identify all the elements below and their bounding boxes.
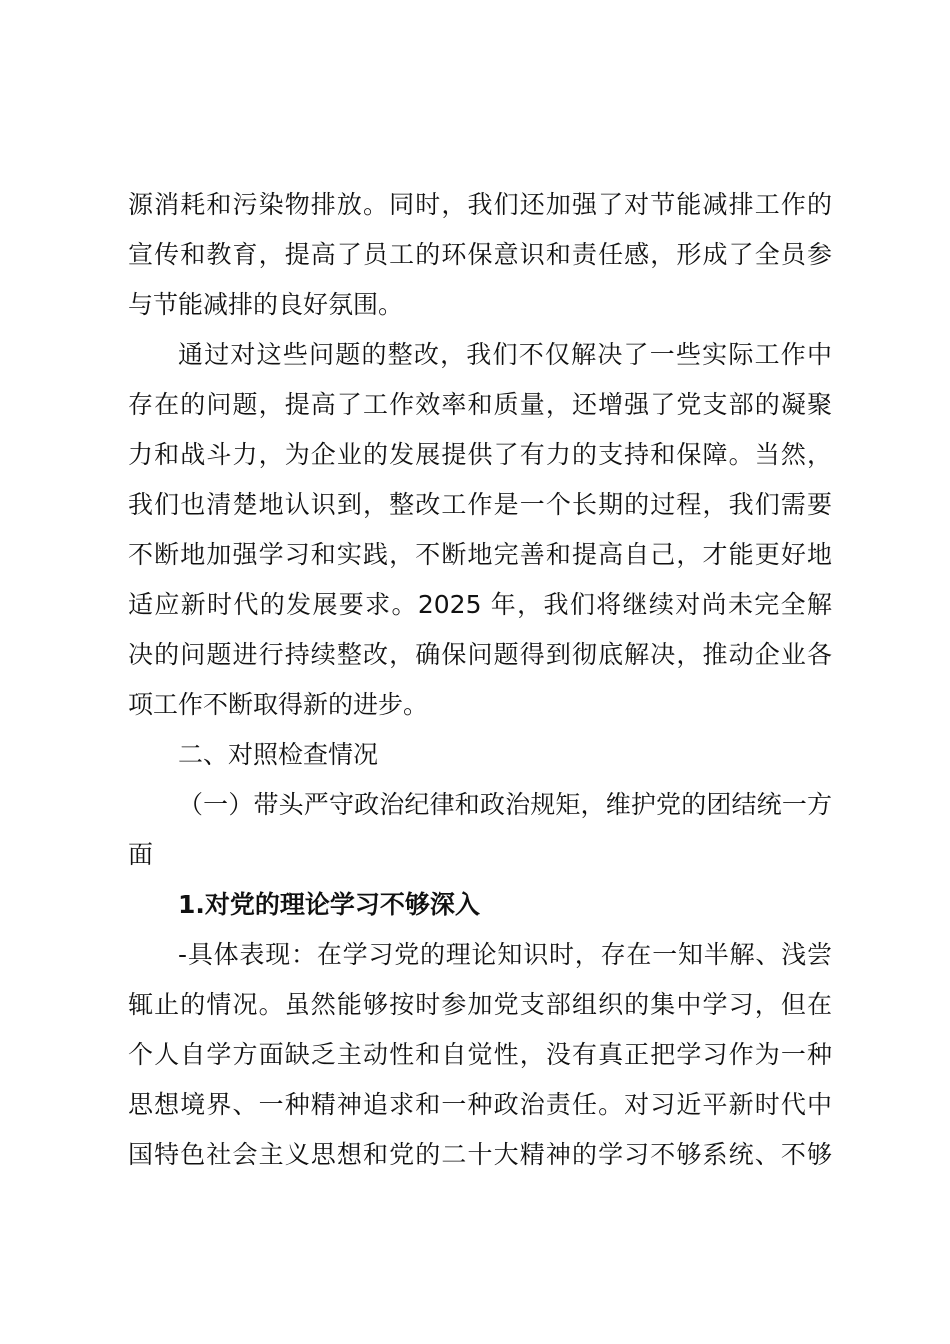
paragraph-line: 适应新时代的发展要求。2025 年，我们将继续对尚未完全解 [128, 590, 832, 619]
paragraph-line: 思想境界、一种精神追求和一种政治责任。对习近平新时代中 [128, 1090, 832, 1119]
subsection-heading: （一）带头严守政治纪律和政治规矩，维护党的团结统一方 [178, 790, 832, 819]
paragraph-line: 决的问题进行持续整改，确保问题得到彻底解决，推动企业各 [128, 640, 832, 669]
subsection-heading: 面 [128, 840, 154, 869]
paragraph-line: 源消耗和污染物排放。同时，我们还加强了对节能减排工作的 [128, 190, 832, 219]
paragraph-line: 宣传和教育，提高了员工的环保意识和责任感，形成了全员参 [128, 240, 832, 269]
document-body [128, 180, 832, 1180]
item-heading: 1.对党的理论学习不够深入 [178, 890, 480, 919]
paragraph-line: 与节能减排的良好氛围。 [128, 290, 404, 319]
paragraph-line: 通过对这些问题的整改，我们不仅解决了一些实际工作中 [178, 340, 832, 369]
paragraph-line: 力和战斗力，为企业的发展提供了有力的支持和保障。当然， [128, 440, 832, 469]
paragraph-line: 不断地加强学习和实践，不断地完善和提高自己，才能更好地 [128, 540, 832, 569]
paragraph-line: 项工作不断取得新的进步。 [128, 690, 429, 719]
paragraph-line: 个人自学方面缺乏主动性和自觉性，没有真正把学习作为一种 [128, 1040, 832, 1069]
paragraph-line: 存在的问题，提高了工作效率和质量，还增强了党支部的凝聚 [128, 390, 832, 419]
paragraph-line: 国特色社会主义思想和党的二十大精神的学习不够系统、不够 [128, 1140, 832, 1169]
paragraph-line: -具体表现：在学习党的理论知识时，存在一知半解、浅尝 [178, 940, 832, 969]
paragraph-line: 辄止的情况。虽然能够按时参加党支部组织的集中学习，但在 [128, 990, 832, 1019]
section-heading: 二、对照检查情况 [178, 740, 379, 769]
paragraph-line: 我们也清楚地认识到，整改工作是一个长期的过程，我们需要 [128, 490, 832, 519]
